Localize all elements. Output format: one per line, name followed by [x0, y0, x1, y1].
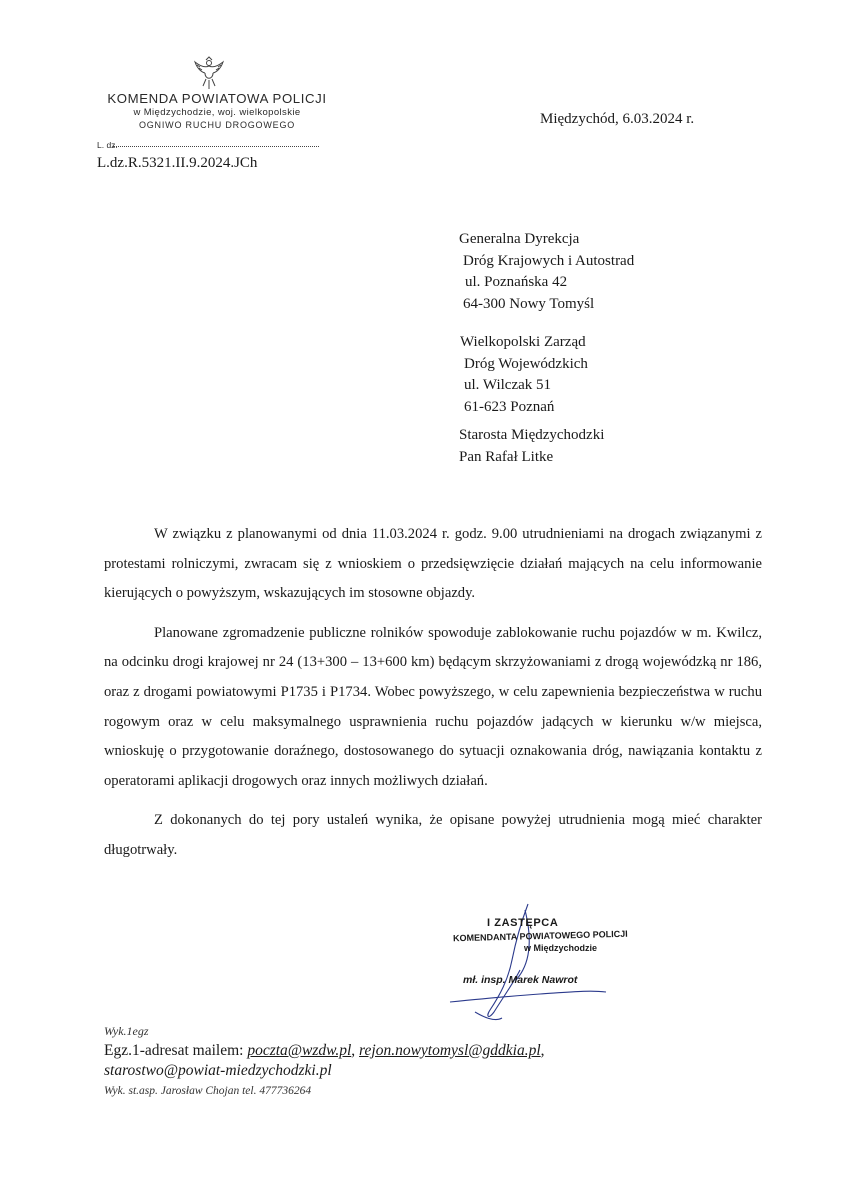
- email-link-gddkia[interactable]: rejon.nowytomysl@gddkia.pl: [359, 1042, 541, 1059]
- distribution-line-2: [104, 1062, 332, 1080]
- recipient-gddkia: [459, 229, 634, 315]
- recipient-line: Generalna Dyrekcja: [459, 231, 580, 247]
- recipient-line: ul. Wilczak 51: [464, 377, 552, 393]
- stamp-title: KOMENDA POWIATOWA POLICJI: [107, 91, 327, 106]
- recipient-line: Pan Rafał Litke: [459, 448, 554, 465]
- stamp-location: w Międzychodzie, woj. wielkopolskie: [133, 107, 301, 118]
- author-line: Wyk. st.asp. Jarosław Chojan tel. 477736264: [104, 1085, 312, 1097]
- paragraph-2: Planowane zgromadzenie publiczne rolników spowoduje zablokowanie ruchu pojazdów w m. Kwilcz, na odcinku drogi krajowej nr 24 (13+300 – 13+600 km) będącym skrzyżowaniami z drogą wojewódzką nr 186, oraz z drogami powiatowymi P1735 i P1734. Wobec powyższego, w celu zapewnienia bezpieczeństwa w ruchu rogowym oraz w celu maksymalnego usprawnienia ruchu pojazdów jadących w kierunku w/w miejsca, wnioskuję o przygotowanie doraźnego, dostosowanego do sytuacji oznakowania dróg, nawiązania kontaktu z operatorami aplikacji drogowych oraz innych możliwych działań.: [104, 624, 762, 789]
- separator: ,: [540, 1042, 545, 1059]
- reference-number: L.dz.R.5321.II.9.2024.JCh: [97, 155, 258, 171]
- ldz-dotted-line: [113, 146, 319, 147]
- letter-body: [104, 520, 762, 876]
- signature-office: KOMENDANTA POWIATOWEGO POLICJI: [452, 928, 628, 944]
- distribution-line: [104, 1042, 545, 1060]
- recipient-line: Starosta Międzychodzki: [459, 427, 605, 443]
- recipient-line: Dróg Krajowych i Autostrad: [463, 252, 635, 269]
- separator: ,: [351, 1042, 360, 1059]
- recipient-wzdw: [460, 332, 588, 418]
- stamp-unit: OGNIWO RUCHU DROGOWEGO: [138, 120, 296, 130]
- ldz-label: L. dz.: [97, 140, 118, 150]
- recipient-starosta: [459, 425, 604, 468]
- place-date: Międzychód, 6.03.2024 r.: [540, 111, 695, 127]
- signature-name: mł. insp. Marek Nawrot: [463, 974, 578, 986]
- copies-note: Wyk.1egz: [104, 1024, 149, 1038]
- eagle-emblem-icon: [193, 56, 225, 92]
- paragraph-1: W związku z planowanymi od dnia 11.03.2024 r. godz. 9.00 utrudnieniami na drogach związanymi z protestami rolniczymi, zwracam się z wnioskiem o przedsięwzięcie działań mających na celu informowanie kierujących o powyższym, wskazujących im stosowne objazdy.: [104, 526, 762, 602]
- signature-title: I ZASTĘPCA: [487, 917, 559, 929]
- paragraph-3: Z dokonanych do tej pory ustaleń wynika, że opisane powyżej utrudnienia mogą mieć charakter długotrwały.: [104, 812, 762, 858]
- distribution-prefix: Egz.1-adresat mailem:: [104, 1042, 248, 1059]
- email-link-starostwo[interactable]: starostwo@powiat-miedzychodzki.pl: [104, 1062, 332, 1079]
- email-link-wzdw[interactable]: poczta@wzdw.pl: [247, 1042, 352, 1059]
- recipient-line: Dróg Wojewódzkich: [464, 355, 588, 372]
- recipient-line: 61-623 Poznań: [464, 398, 555, 415]
- recipient-line: ul. Poznańska 42: [465, 274, 568, 290]
- recipient-line: Wielkopolski Zarząd: [460, 334, 586, 350]
- signature-location: w Międzychodzie: [524, 943, 598, 953]
- recipient-line: 64-300 Nowy Tomyśl: [463, 295, 595, 312]
